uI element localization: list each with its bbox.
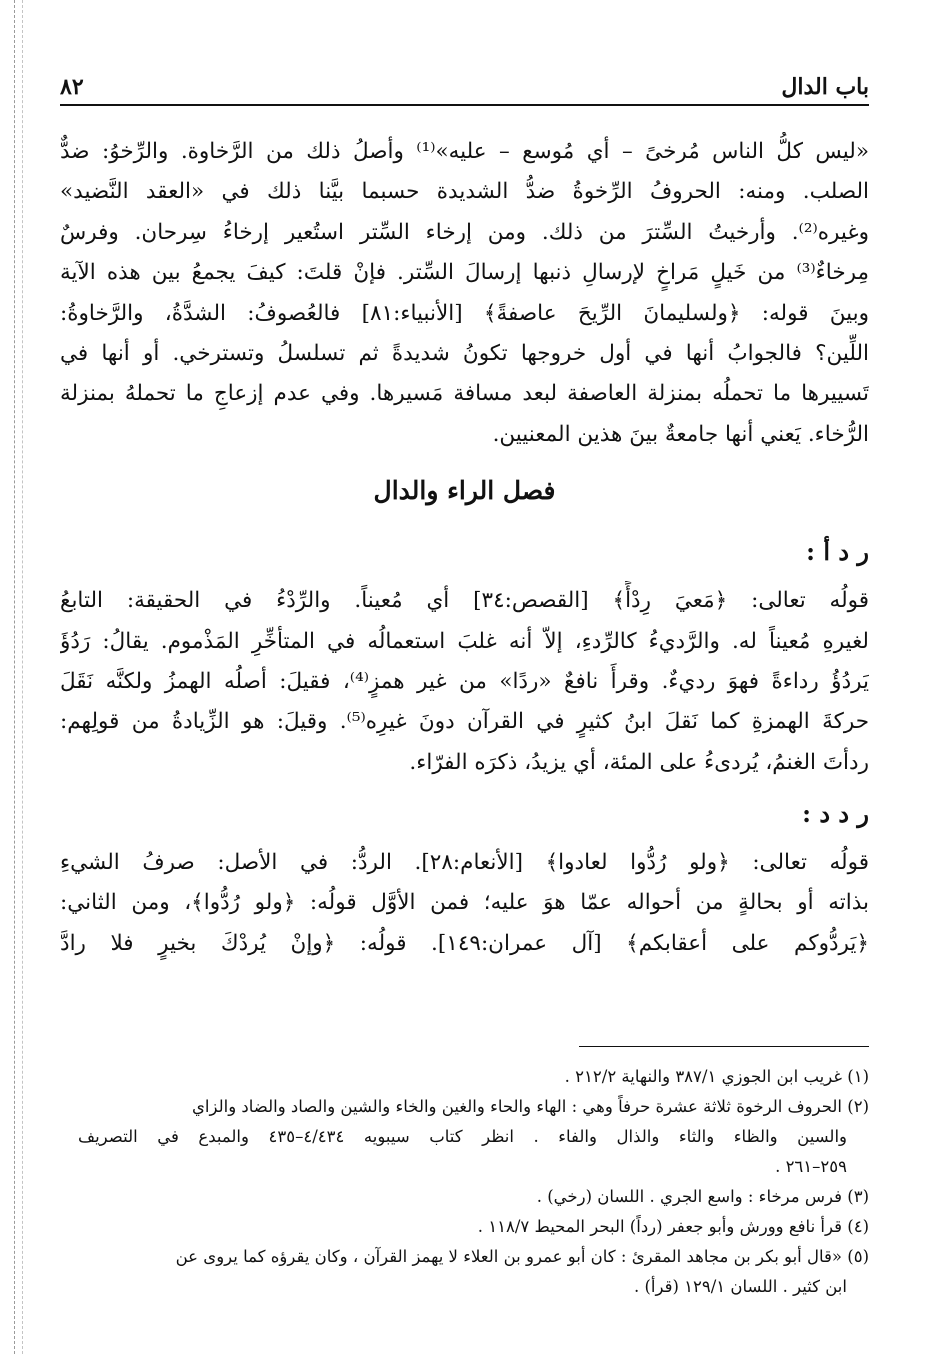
- text-line: وغيره⁽²⁾. وأرخيتُ السِّترَ من ذلك. ومن إرخاء السِّتر استُعير إرخاءُ سِرحان. وفرسٌ: [60, 219, 869, 245]
- header-rule: [60, 104, 869, 106]
- page-number: ٨٢: [60, 74, 84, 100]
- footnote-continuation: ٢٥٩–٢٦١ .: [775, 1157, 847, 1176]
- footnote: [78, 1182, 869, 1212]
- text-line: اللِّين؟ فالجوابُ أنها في أول خروجها تكونُ شديدةً ثم تسلسلُ وتسترخي. أو أنها في: [60, 340, 869, 366]
- footnote: [78, 1092, 869, 1122]
- footnote-continuation: والسين والظاء والثاء والذال والفاء . انظر كتاب سيبويه ٤/٤٣٤–٤٣٥ والمبدع في التصريف: [78, 1127, 848, 1146]
- footnote-number: (٥): [847, 1247, 869, 1266]
- footnote-number: (٣): [847, 1187, 869, 1206]
- dictionary-entry: [60, 791, 869, 964]
- paragraph: [60, 132, 869, 455]
- text-line: قولُه تعالى: ﴿ولو رُدُّوا لعادوا﴾ [الأنعام:٢٨]. الردُّ: في الأصل: صرفُ الشيءِ: [60, 850, 869, 876]
- footnote-number: (١): [847, 1067, 869, 1086]
- text-line: لغيرهِ مُعيناً له. والرَّديءُ كالرِّدءِ، إلاّ أنه غلبَ استعمالُه في المتأخِّرِ المَذْموم. يقالُ: رَدُؤَ: [60, 628, 869, 654]
- footnotes: [78, 1062, 869, 1302]
- text-line: قولُه تعالى: ﴿مَعيَ رِدْأً﴾ [القصص:٣٤] أي مُعيناً. والرِّدْءُ في الحقيقة: التابعُ: [60, 588, 869, 614]
- binding-margin-line: [14, 0, 15, 1354]
- text-line: مِرخاءٌ⁽³⁾ من خَيلٍ مَراخٍ لإرسالِ ذنبها إرسالَ السِّتر. فإنْ قلتَ: كيفَ يجمعُ بين هذه الآية: [60, 260, 869, 286]
- dictionary-entry: [60, 529, 869, 783]
- running-header: [60, 66, 869, 100]
- main-text: [60, 132, 869, 964]
- footnote-text: قرأ نافع وورش وأبو جعفر (رداً) البحر المحيط ١١٨/٧ .: [477, 1217, 842, 1236]
- text-line: الصلب. ومنه: الحروفُ الرِّخوةُ ضدُّ الشديدة حسبما بيَّنا ذلك في «العقد النَّضيد»: [60, 179, 869, 205]
- footnote-number: (٢): [847, 1097, 869, 1116]
- entry-heading: ر د أ :: [806, 537, 869, 567]
- text-line: ﴿يَردُّوكم على أعقابكم﴾ [آل عمران:١٤٩]. قولُه: ﴿وإنْ يُردْكَ بخيرٍ فلا رادَّ: [60, 930, 869, 956]
- footnote-text: «قال أبو بكر بن مجاهد المقرئ : كان أبو عمرو بن العلاء لا يهمز القرآن ، وكان يقرؤه كما يروى عن: [175, 1247, 842, 1266]
- text-line: يَردُؤُ رداءةً فهوَ رديءٌ. وقرأَ نافعٌ «ردًا» من غير همزٍ⁽⁴⁾، فقيلَ: أصلُه الهمزُ ولكنَّه نَقَلَ: [60, 668, 869, 694]
- chapter-title: باب الدال: [781, 74, 869, 100]
- text-line: «ليس كلُّ الناس مُرخىً – أي مُوسع – عليه»⁽¹⁾ وأصلُ ذلك من الرَّخاوة. والرِّخوُ: ضدٌّ: [60, 139, 869, 164]
- footnote-rule: [579, 1046, 869, 1047]
- text-line: الرُّخاء. يَعني أنها جامعةٌ بينَ هذين المعنيين.: [492, 421, 869, 447]
- text-line: حركةَ الهمزةِ كما نَقلَ ابنُ كثيرٍ في القرآن دونَ غيرِه⁽⁵⁾. وقيلَ: هو الزِّيادةُ من قولِهم:: [60, 709, 869, 735]
- text-line: ردأتَ الغنمُ، يُردىءُ على المئة، أي يزيدُ، ذكرَه الفرّاء.: [409, 749, 869, 775]
- footnote: [78, 1212, 869, 1242]
- section-title: فصل الراء والدال: [373, 476, 556, 506]
- footnote-number: (٤): [847, 1217, 869, 1236]
- footnote-text: غريب ابن الجوزي ٣٨٧/١ والنهاية ٢١٢/٢ .: [564, 1067, 842, 1086]
- footnote: [78, 1062, 869, 1092]
- footnote: [78, 1242, 869, 1272]
- text-line: وبينَ قوله: ﴿ولسليمانَ الرِّيحَ عاصفةً﴾ [الأنبياء:٨١] فالعُصوفُ: الشدَّةُ، والرَّخاوةُ:: [60, 300, 869, 326]
- text-line: تَسييرها ما تحملُه بمنزلة العاصفة لبعد مسافة مَسيرها. وفي عدم إزعاجِ ما تحملهُ بمنزلة: [60, 381, 869, 407]
- entry-heading: ر د د :: [802, 799, 869, 829]
- footnote-text: الحروف الرخوة ثلاثة عشرة حرفاً وهي : الهاء والحاء والغين والخاء والشين والصاد والضاد والزاي: [191, 1097, 842, 1116]
- footnote-text: فرس مرخاء : واسع الجري . اللسان (رخي) .: [536, 1187, 842, 1206]
- text-line: بذاته أو بحالةٍ من أحواله عمّا هوَ عليه؛ فمن الأوَّل قولُه: ﴿ولو رُدُّوا﴾، ومن الثاني:: [60, 890, 869, 916]
- binding-margin-line: [22, 0, 23, 1354]
- footnote-continuation: ابن كثير . اللسان ١٢٩/١ (قرأ) .: [633, 1277, 847, 1296]
